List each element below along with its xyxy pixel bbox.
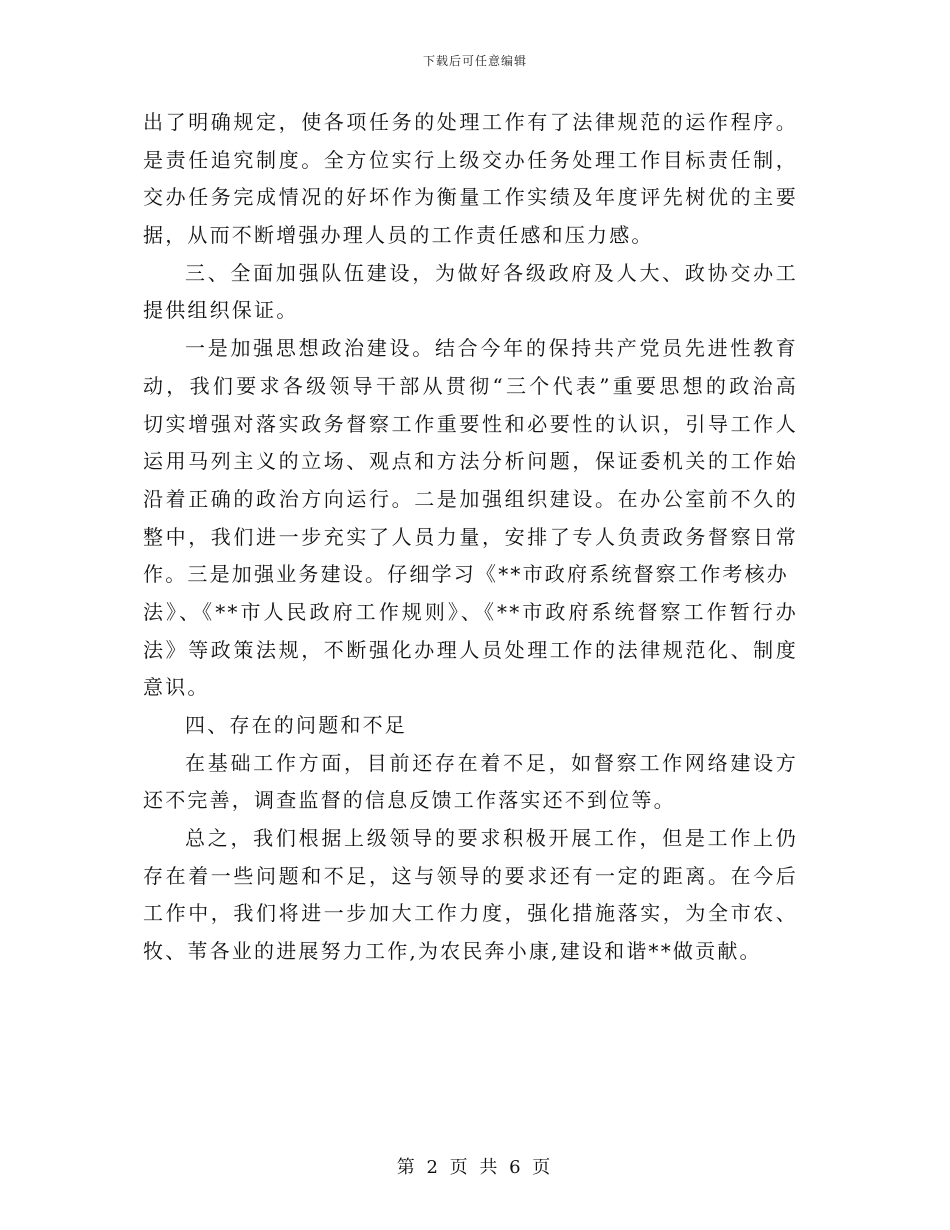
text-line: 法》等政策法规，不断强化办理人员处理工作的法律规范化、制度: [143, 637, 798, 662]
paragraph: [143, 707, 798, 745]
text-line: 沿着正确的政治方向运行。二是加强组织建设。在办公室前不久的: [143, 486, 798, 511]
paragraph: [143, 104, 798, 255]
text-line: 在基础工作方面，目前还存在着不足，如督察工作网络建设方: [185, 750, 798, 775]
page-header: 下载后可任意编辑: [422, 54, 527, 68]
text-line: 动，我们要求各级领导干部从贯彻“三个代表”重要思想的政治高: [143, 373, 798, 398]
text-line: 交办任务完成情况的好坏作为衡量工作实绩及年度评先树优的主要: [143, 185, 798, 210]
text-line: 提供组织保证。: [143, 298, 299, 323]
text-line: 运用马列主义的立场、观点和方法分析问题，保证委机关的工作始: [143, 449, 798, 474]
paragraph: [143, 255, 798, 330]
text-line: 存在着一些问题和不足，这与领导的要求还有一定的距离。在今后: [143, 863, 798, 888]
text-line: 意识。: [143, 675, 210, 700]
text-line: 整中，我们进一步充实了人员力量，安排了专人负责政务督察日常: [143, 524, 798, 549]
text-line: 据，从而不断增强办理人员的工作责任感和压力感。: [143, 223, 654, 248]
text-line: 总之，我们根据上级领导的要求积极开展工作，但是工作上仍: [185, 826, 798, 851]
paragraph: [143, 820, 798, 971]
text-line: 工作中，我们将进一步加大工作力度，强化措施落实，为全市农、: [143, 901, 798, 926]
text-line: 出了明确规定，使各项任务的处理工作有了法律规范的运作程序。: [143, 110, 798, 134]
text-line: 切实增强对落实政务督察工作重要性和必要性的认识，引导工作人: [143, 411, 798, 436]
paragraph: [143, 330, 798, 707]
text-line: 一是加强思想政治建设。结合今年的保持共产党员先进性教育: [185, 336, 798, 361]
text-line: 是责任追究制度。全方位实行上级交办任务处理工作目标责任制，: [143, 147, 798, 172]
document-body: [143, 104, 798, 971]
section-heading: 四、存在的问题和不足: [185, 713, 407, 737]
text-line: 牧、苇各业的进展努力工作,为农民奔小康,建设和谐**做贡献。: [143, 939, 762, 964]
text-line: 法》、《**市人民政府工作规则》、《**市政府系统督察工作暂行办: [143, 599, 798, 624]
text-line: 作。三是加强业务建设。仔细学习《**市政府系统督察工作考核办: [143, 562, 789, 587]
paragraph: [143, 745, 798, 820]
text-line: 还不完善，调查监督的信息反馈工作落实还不到位等。: [143, 788, 676, 813]
page-number-footer: 第 2 页 共 6 页: [396, 1157, 554, 1178]
text-line: 三、全面加强队伍建设，为做好各级政府及人大、政协交办工: [185, 260, 798, 285]
